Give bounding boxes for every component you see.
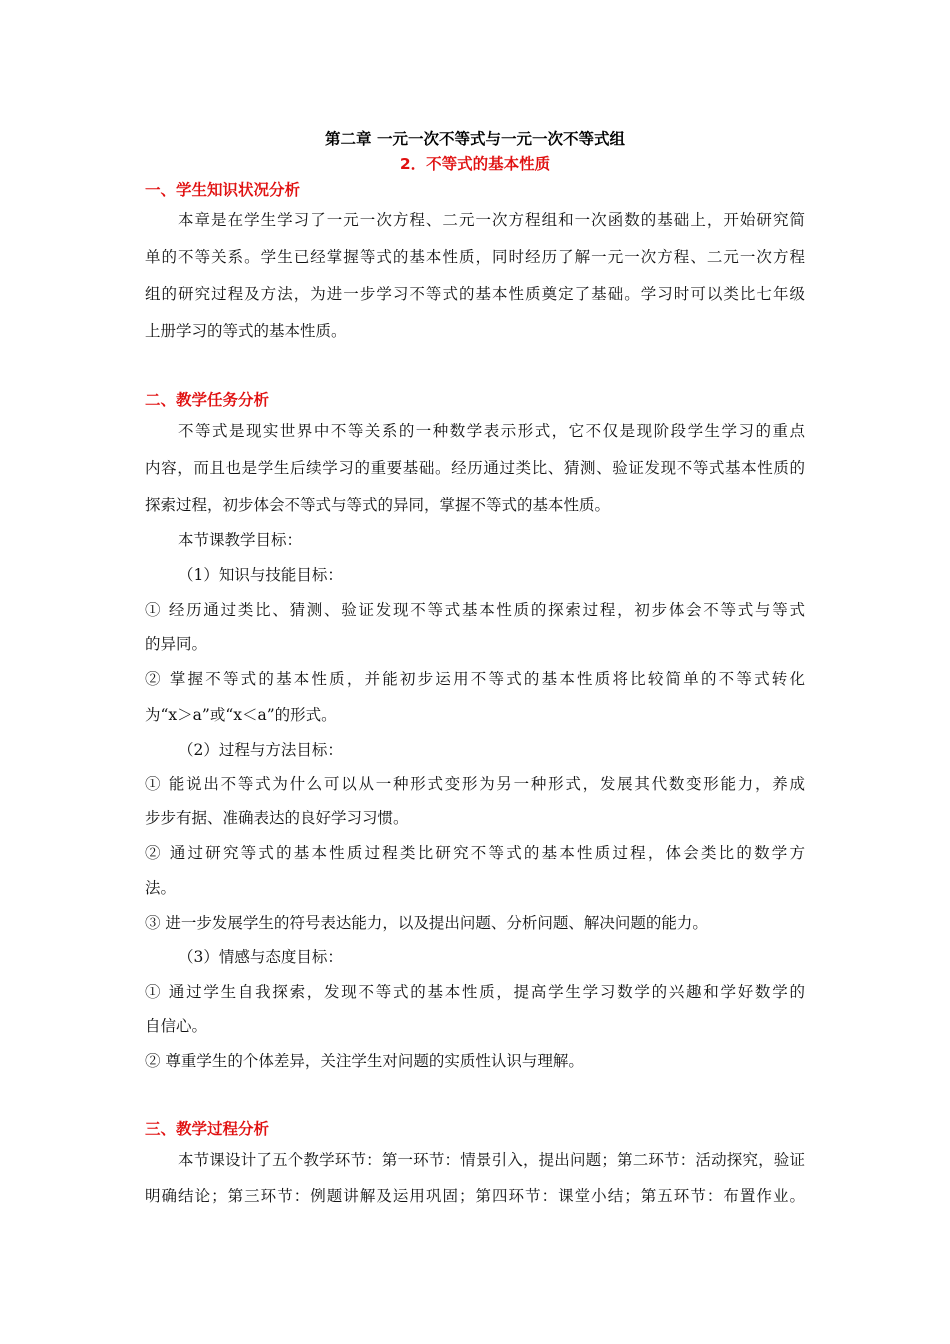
objective-item-cont: 为“x＞a”或“x＜a”的形式。 — [145, 706, 337, 724]
objective-category: （1）知识与技能目标： — [178, 566, 343, 584]
section-heading-1: 一、学生知识状况分析 — [145, 181, 301, 199]
objective-item-cont: 步步有据、准确表达的良好学习习惯。 — [145, 809, 409, 827]
section-heading-3: 三、教学过程分析 — [145, 1120, 270, 1138]
objective-category: （2）过程与方法目标： — [178, 741, 343, 759]
chapter-title: 第二章 一元一次不等式与一元一次不等式组 — [325, 130, 625, 148]
objective-item: ③ 进一步发展学生的符号表达能力，以及提出问题、分析问题、解决问题的能力。 — [145, 914, 708, 932]
paragraph-line: 上册学习的等式的基本性质。 — [145, 322, 347, 340]
lesson-title: 2．不等式的基本性质 — [399, 155, 551, 173]
objective-item: ① 能说出不等式为什么可以从一种形式变形为另一种形式，发展其代数变形能力，养成 — [145, 775, 805, 793]
objective-item: ② 通过研究等式的基本性质过程类比研究不等式的基本性质过程，体会类比的数学方 — [145, 844, 805, 862]
objective-item-cont: 的异同。 — [145, 635, 208, 653]
paragraph-line: 本章是在学生学习了一元一次方程、二元一次方程组和一次函数的基础上，开始研究简 — [178, 211, 805, 229]
objective-item-cont: 自信心。 — [145, 1017, 208, 1035]
objective-item: ② 掌握不等式的基本性质，并能初步运用不等式的基本性质将比较简单的不等式转化 — [145, 670, 805, 688]
paragraph-line: 明确结论；第三环节：例题讲解及运用巩固；第四环节：课堂小结；第五环节：布置作业。 — [145, 1187, 805, 1205]
paragraph-line: 组的研究过程及方法，为进一步学习不等式的基本性质奠定了基础。学习时可以类比七年级 — [145, 285, 805, 303]
section-heading-2: 二、教学任务分析 — [145, 391, 270, 409]
objective-item-cont: 法。 — [145, 879, 177, 897]
paragraph-line: 探索过程，初步体会不等式与等式的异同，掌握不等式的基本性质。 — [145, 496, 611, 514]
paragraph-line: 不等式是现实世界中不等关系的一种数学表示形式，它不仅是现阶段学生学习的重点 — [178, 422, 805, 440]
objective-item: ① 通过学生自我探索，发现不等式的基本性质，提高学生学习数学的兴趣和学好数学的 — [145, 983, 805, 1001]
objective-category: （3）情感与态度目标： — [178, 948, 343, 966]
paragraph-line: 本节课设计了五个教学环节：第一环节：情景引入，提出问题；第二环节：活动探究，验证 — [178, 1151, 805, 1169]
paragraph-line: 内容，而且也是学生后续学习的重要基础。经历通过类比、猜测、验证发现不等式基本性质的 — [145, 459, 805, 477]
paragraph-line: 单的不等关系。学生已经掌握等式的基本性质，同时经历了解一元一次方程、二元一次方程 — [145, 248, 805, 266]
objective-item: ① 经历通过类比、猜测、验证发现不等式基本性质的探索过程，初步体会不等式与等式 — [145, 601, 805, 619]
objectives-label: 本节课教学目标： — [178, 531, 303, 549]
objective-item: ② 尊重学生的个体差异，关注学生对问题的实质性认识与理解。 — [145, 1052, 584, 1070]
